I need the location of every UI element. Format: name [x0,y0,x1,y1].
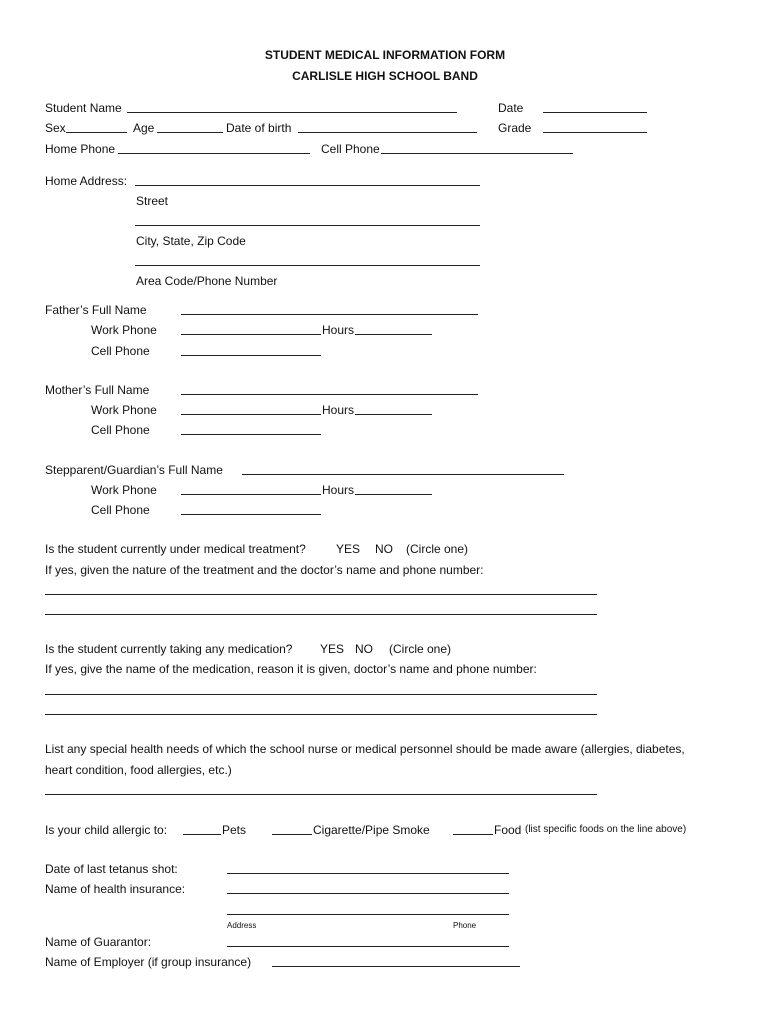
cell-phone-label: Cell Phone [321,142,380,156]
pets-blank[interactable] [183,834,221,835]
mother-name-field[interactable] [181,394,478,395]
allergy-question: Is your child allergic to: [45,823,168,837]
city-caption: City, State, Zip Code [136,234,246,248]
guardian-cell-field[interactable] [181,514,321,515]
mother-work-field[interactable] [181,414,321,415]
food-blank[interactable] [453,834,493,835]
guardian-work-label: Work Phone [91,483,157,497]
date-label: Date [498,101,524,115]
guardian-hours-field[interactable] [355,494,432,495]
tetanus-field[interactable] [227,873,509,874]
medication-line-2[interactable] [45,714,597,715]
home-phone-field[interactable] [118,153,310,154]
food-note: (list specific foods on the line above) [525,824,687,835]
area-code-caption: Area Code/Phone Number [136,274,278,288]
guarantor-label: Name of Guarantor: [45,935,152,949]
treatment-question: Is the student currently under medical treatment? [45,542,306,556]
form-title: STUDENT MEDICAL INFORMATION FORM [264,48,506,62]
home-phone-label: Home Phone [45,142,116,156]
mother-hours-label: Hours [322,403,355,417]
cell-phone-field[interactable] [381,153,573,154]
medication-question: Is the student currently taking any medication? [45,642,293,656]
street-caption: Street [136,194,169,208]
guardian-hours-label: Hours [322,483,355,497]
treatment-no-option[interactable]: NO [375,542,393,556]
health-needs-line[interactable] [45,794,597,795]
father-cell-label: Cell Phone [91,344,150,358]
father-hours-field[interactable] [355,334,432,335]
father-hours-label: Hours [322,323,355,337]
grade-label: Grade [498,121,532,135]
form-subtitle: CARLISLE HIGH SCHOOL BAND [292,69,478,83]
student-name-field[interactable] [127,112,457,113]
medication-circle-note: (Circle one) [389,642,452,656]
guardian-cell-label: Cell Phone [91,503,150,517]
sex-label: Sex [45,121,66,135]
father-cell-field[interactable] [181,355,321,356]
health-insurance-field[interactable] [227,893,509,894]
treatment-circle-note: (Circle one) [406,542,469,556]
street-field[interactable] [135,185,480,186]
treatment-line-2[interactable] [45,614,597,615]
age-field[interactable] [157,132,223,133]
smoke-option: Cigarette/Pipe Smoke [313,823,430,837]
treatment-followup: If yes, given the nature of the treatment and the doctor’s name and phone number: [45,563,484,577]
mother-cell-field[interactable] [181,434,321,435]
guarantor-field[interactable] [227,946,509,947]
insurance-address-phone-field[interactable] [227,914,509,915]
father-name-field[interactable] [181,314,478,315]
father-work-label: Work Phone [91,323,157,337]
mother-name-label: Mother’s Full Name [45,383,150,397]
medication-followup: If yes, give the name of the medication, reason it is given, doctor’s name and phone number: [45,662,537,676]
employer-label: Name of Employer (if group insurance) [45,955,252,969]
medication-line-1[interactable] [45,694,597,695]
city-field[interactable] [135,225,480,226]
home-address-label: Home Address: [45,174,128,188]
guardian-name-field[interactable] [242,474,564,475]
health-needs-text-1: List any special health needs of which the school nurse or medical personnel should be made aware (allergies, diabetes, [45,742,685,756]
father-work-field[interactable] [181,334,321,335]
phone-caption: Phone [453,921,477,930]
mother-cell-label: Cell Phone [91,423,150,437]
dob-field[interactable] [298,132,477,133]
smoke-blank[interactable] [272,834,312,835]
health-insurance-label: Name of health insurance: [45,882,186,896]
father-name-label: Father’s Full Name [45,303,147,317]
pets-option: Pets [222,823,247,837]
medication-no-option[interactable]: NO [355,642,373,656]
guardian-work-field[interactable] [181,494,321,495]
date-field[interactable] [543,112,647,113]
medication-yes-option[interactable]: YES [320,642,345,656]
mother-work-label: Work Phone [91,403,157,417]
guardian-name-label: Stepparent/Guardian’s Full Name [45,463,223,477]
employer-field[interactable] [272,966,520,967]
health-needs-text-2: heart condition, food allergies, etc.) [45,763,232,777]
tetanus-label: Date of last tetanus shot: [45,862,178,876]
sex-field[interactable] [66,132,127,133]
mother-hours-field[interactable] [355,414,432,415]
treatment-line-1[interactable] [45,594,597,595]
age-label: Age [133,121,155,135]
area-code-field[interactable] [135,265,480,266]
food-option: Food [494,823,522,837]
student-name-label: Student Name [45,101,122,115]
treatment-yes-option[interactable]: YES [336,542,361,556]
dob-label: Date of birth [226,121,292,135]
address-caption: Address [227,921,257,930]
grade-field[interactable] [543,132,647,133]
